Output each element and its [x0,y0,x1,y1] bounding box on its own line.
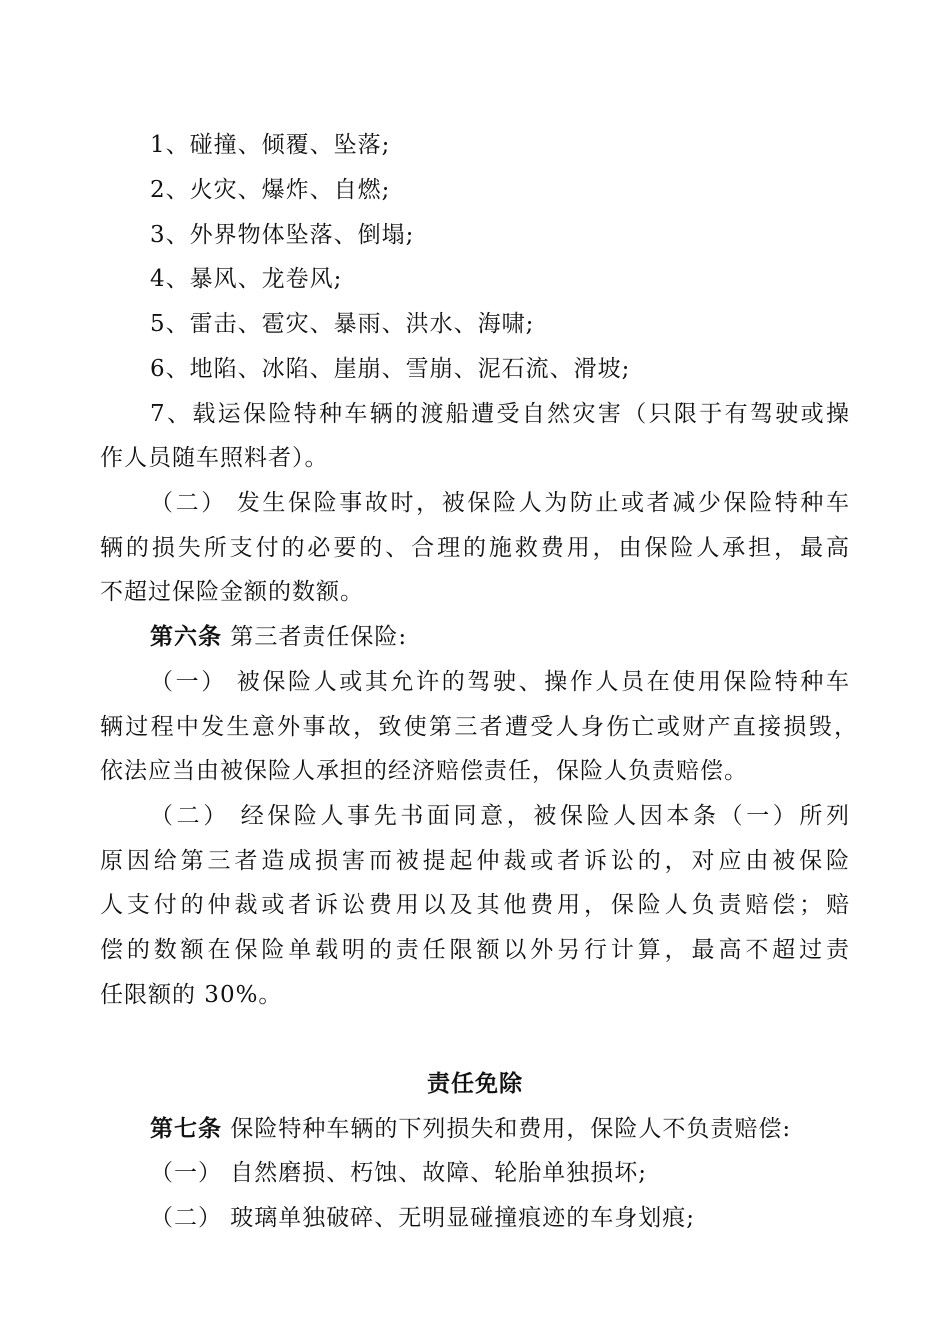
article-6-label: 第六条 [150,623,222,650]
paragraph-line: （二） 经保险人事先书面同意，被保险人因本条（一）所列 [150,803,850,829]
paragraph-line: 原因给第三者造成损害而被提起仲裁或者诉讼的，对应由被保险 [100,848,850,874]
paragraph-line: 辆过程中发生意外事故，致使第三者遭受人身伤亡或财产直接损毁， [100,714,858,740]
list-item: 2、火灾、爆炸、自燃; [150,177,391,203]
list-item: （一） 自然磨损、朽蚀、故障、轮胎单独损坏; [150,1160,648,1186]
list-item-7-line2: 作人员随车照料者）。 [100,445,329,471]
article-7-heading [150,1114,791,1144]
section-title: 责任免除 [427,1070,523,1097]
paragraph-line: 任限额的 30%。 [100,982,283,1008]
article-6-heading [150,622,407,652]
list-item: （二） 玻璃单独破碎、无明显碰撞痕迹的车身划痕; [150,1205,696,1231]
list-item: 5、雷击、雹灾、暴雨、洪水、海啸; [150,311,535,337]
list-item-7-line1: 7、载运保险特种车辆的渡船遭受自然灾害（只限于有驾驶或操 [150,401,850,427]
list-item: 4、暴风、龙卷风; [150,266,343,292]
article-6-text: 第三者责任保险: [230,624,408,650]
paragraph-line: 辆的损失所支付的必要的、合理的施救费用，由保险人承担，最高 [100,535,850,561]
list-item: 3、外界物体坠落、倒塌; [150,222,415,248]
paragraph-line: （一） 被保险人或其允许的驾驶、操作人员在使用保险特种车 [150,669,850,695]
article-7-text: 保险特种车辆的下列损失和费用，保险人不负责赔偿: [230,1116,792,1142]
list-item: 1、碰撞、倾覆、坠落; [150,132,391,158]
list-item: 6、地陷、冰陷、崖崩、雪崩、泥石流、滑坡; [150,356,631,382]
paragraph-line: 不超过保险金额的数额。 [100,579,364,605]
paragraph-line: 偿的数额在保险单载明的责任限额以外另行计算，最高不超过责 [100,937,850,963]
paragraph-line: （二） 发生保险事故时，被保险人为防止或者减少保险特种车 [150,490,850,516]
paragraph-line: 人支付的仲裁或者诉讼费用以及其他费用，保险人负责赔偿；赔 [100,892,850,918]
article-7-label: 第七条 [150,1115,222,1142]
paragraph-line: 依法应当由被保险人承担的经济赔偿责任，保险人负责赔偿。 [100,758,748,784]
